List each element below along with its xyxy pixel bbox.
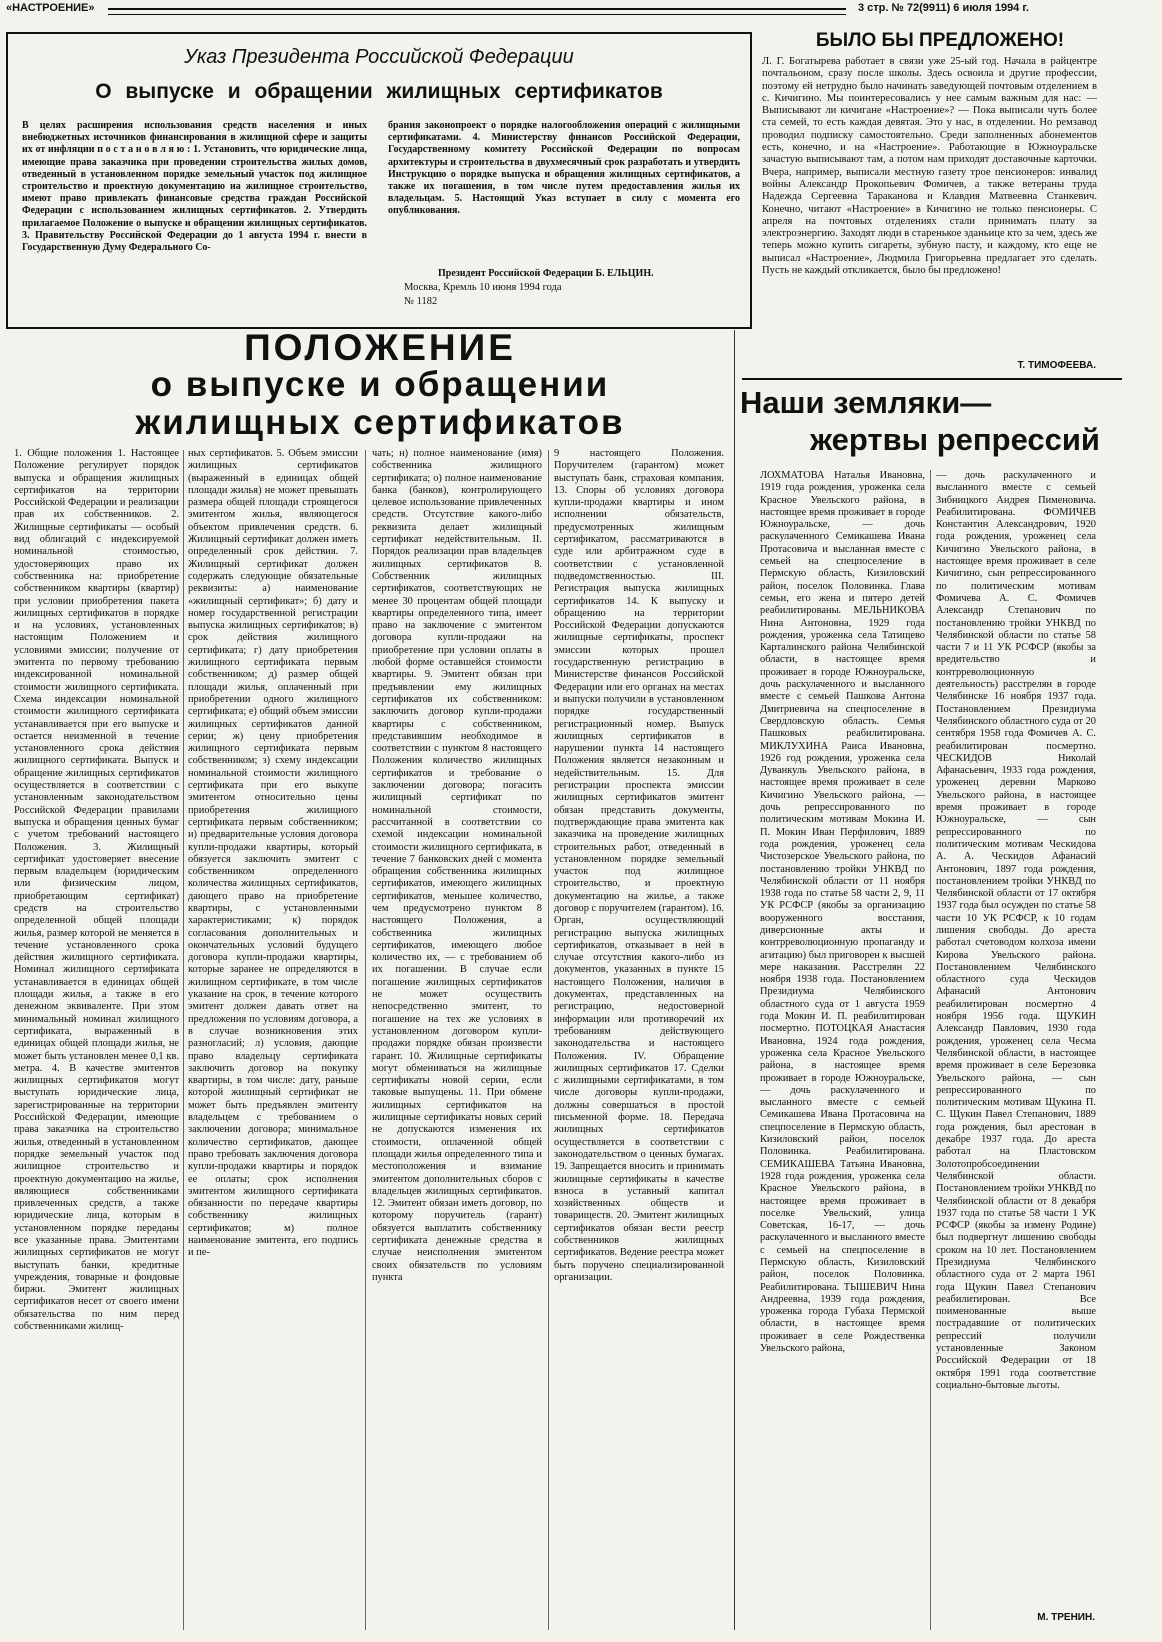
column-divider-4 [930, 470, 931, 1630]
decree-place-date: Москва, Кремль 10 июня 1994 года [404, 282, 562, 293]
section-divider-right [734, 330, 735, 1630]
decree-signature: Президент Российской Федерации Б. ЕЛЬЦИН. [438, 268, 654, 279]
decree-header: Указ Президента Российской Федерации [184, 46, 574, 68]
decree-title: О выпуске и обращении жилищных сертификатов [95, 80, 663, 103]
regulation-col-2: ных сертификатов. 5. Объем эмиссии жилищных сертификатов (выраженный в единицах общей площади жилья) не может превышать размера общей площади строящегося эмитентом жилья, являющегося объектом привлечения средств. 6. Жилищный сертификат должен иметь определенный срок действия. 7. Жилищный сертификат должен содержать следующие обязательные реквизиты: а) наименование «жилищный сертификат»; б) дату и номер государственной регистрации выпуска жилищных сертификатов; в) срок действия жилищного сертификата; г) дату приобретения жилищного сертификата первым собственником; д) размер общей площади жилья, оплаченный при приобретении одного жилищного сертификата; е) общий объем эмиссии жилищных сертификатов данной серии; ж) цену приобретения жилищного сертификата первым собственником; з) схему индексации номинальной стоимости жилищного сертификата при его выкупе эмитентом относительно цены приобретения жилищного сертификата первым собственником; и) предварительные условия договора купли-продажи квартиры, который обязуется заключить эмитент с собственником определенного количества жилищных сертификатов, дающего право на приобретение квартиры, с установленными характеристиками; к) порядок согласования дополнительных и окончательных условий будущего договора купли-продажи квартиры, которые заранее не определяются в жилищном сертификате, в том числе указание на срок, в течение которого эмитент должен давать ответ на предложения по условиям договора, а в случае возникновения этих разногласий; л) условия, дающие право владельцу сертификата заключить договор на покупку квартиры, в том числе: дату, раньше которой жилищный сертификат не может быть предъявлен эмитенту владельцем с требованием о заключении договора; минимальное количество сертификатов, дающее право требовать заключения договора купли-продажи квартиры и порядок ее оплаты; срок исполнения эмитентом жилищного сертификата обязанности по передаче квартиры собственнику жилищных сертификатов; м) полное наименование эмитента, его подпись и пе- [188, 448, 358, 1259]
paper-name: «НАСТРОЕНИЕ» [6, 2, 95, 14]
column-divider-2 [365, 450, 366, 1630]
column-divider-3 [548, 450, 549, 1630]
regulation-title-line2: о выпуске и обращении [150, 365, 610, 404]
repressions-title-line2: жертвы репрессий [810, 422, 1100, 457]
letter-rule [742, 378, 1122, 380]
letter-text: Л. Г. Богатырева работает в связи уже 25-ый год. Начала в райцентре почтальоном, сразу после школы. Здесь освоила и другие профессии, поэтому ей нетрудно было начинать заведующей почтовым отделением в с. Кичигино. Мы поинтересовались у нее самым важным для нас: — Выписывают ли кичигане «Настроение»? — Пока выписали чуть более ста семей, то есть каждая девятая. Это у нас, в отделении. Но ремзавод проводил подписку самостоятельно. Среди заполненных абонементов есть, конечно, и на «Настроение». Работающие в Южноуральске зачастую выписывают там, а потом нам приходят доставочные карточки. Вчера, например, выписали местную газету трое пенсионеров: инвалид войны Александр Прокопьевич Фомичев, а также ветераны труда Надежда Сергеевна Тараканова и Клавдия Матвеевна Станкевич. Конечно, читают «Настроение» в Кичигино не только пенсионеры. С апреля на почтовых отделениях стали принимать плату за электроэнергию. Заходят люди в старенькое зданьице кто за чем, здесь же теперь можно купить сигареты, зубную пасту, и каждому, кто еще не выписал «Настроение», Людмила Григорьевна предлагает это сделать. Пусть не каждый откликается, было бы предложено! [762, 56, 1097, 277]
decree-left-text: В целях расширения использования средств населения и иных внебюджетных источников финансирования в жилищной сфере и защиты их от инфляции п о с т а н о в л я ю : 1. Установить, что юридические лица, имеющие права заказчика при проведении строительства жилых домов, отведенный в установленном порядке земельный участок под жилищное строительство и проектную документацию на жилищное строительство, имеют право привлекать финансовые средства граждан Российской Федерации с использованием жилищных сертификатов. 2. Утвердить прилагаемое Положение о выпуске и обращении жилищных сертификатов. 3. Правительству Российской Федерации до 1 августа 1994 г. внести в Государственную Думу Федерального Со- [22, 120, 367, 254]
regulation-title-line1: ПОЛОЖЕНИЕ [244, 330, 516, 368]
regulation-title [30, 330, 730, 442]
repressions-title [740, 385, 1140, 463]
letter-author: Т. ТИМОФЕЕВА. [1017, 360, 1096, 371]
masthead-rule [108, 8, 846, 15]
decree-right-text: брания законопроект о порядке налогообложения операций с жилищными сертификатами. 4. Министерству финансов Российской Федерации, Государственному комитету Российской Федерации по вопросам архитектуры и строительства в двухмесячный срок разработать и утвердить Инструкцию о порядке выпуска и обращения жилищных сертификатов, а также их погашения, в том числе путем предоставления жилья их владельцам. 5. Настоящий Указ вступает в силу с момента его опубликования. [388, 120, 740, 217]
regulation-col-4: 9 настоящего Положения. Поручителем (гарантом) может выступать банк, страховая компания. 13. Споры об условиях договора купли-продажи квартиры и ином исполнении обязательств, предусмотренных жилищным сертификатом, рассматриваются в суде или арбитражном суде в соответствии с установленной подведомственностью. III. Регистрация выпуска жилищных сертификатов 14. К выпуску и обращению на территории Российской Федерации допускаются жилищные сертификаты, проспект эмиссии которых прошел государственную регистрацию в Министерстве финансов Российской Федерации или его органах на местах и выпуски получили в установленном порядке государственный регистрационный номер. Выпуск жилищных сертификатов в нарушении пункта 14 настоящего Положения является незаконным и недействительным. 15. Для регистрации проспекта эмиссии жилищных сертификатов эмитент обязан представить документы, подтверждающие права эмитента как заказчика на проведение жилищных строительных работ, отведенный в установленном порядке земельный участок под жилищное строительство, и проектную документацию на жилье, а также договор с поручителем (гарантом). 16. Орган, осуществляющий регистрацию выпуска жилищных сертификатов, отказывает в ней в случае отсутствия какого-либо из документов, указанных в пункте 15 настоящего Положения, наличия в документах, представленных на регистрацию, недостоверной информации или противоречий их требованиям действующего законодательства и настоящего Положения. IV. Обращение жилищных сертификатов 17. Сделки с жилищными сертификатами, в том числе договоры купли-продажи, должны совершаться в простой письменной форме. 18. Передача жилищных сертификатов осуществляется в соответствии с законодательством о ценных бумагах. 19. Запрещается вносить и принимать жилищные сертификаты в качестве взноса в уставный капитал хозяйственных обществ и товариществ. 20. Эмитент жилищных сертификатов обязан вести реестр собственников жилищных сертификатов. Ведение реестра может быть поручено специализированной организации. [554, 448, 724, 1283]
decree-number: № 1182 [404, 296, 438, 307]
regulation-col-1: 1. Общие положения 1. Настоящее Положение регулирует порядок выпуска и обращения жилищных сертификатов на территории Российской Федерации и реализации прав их собственников. 2. Жилищные сертификаты — особый вид облигаций с индексируемой номинальной стоимостью, удостоверяющих право их собственника на: приобретение собственником квартиры (квартир) при условии приобретения пакета жилищных сертификатов в порядке и на условиях, установленных настоящим Положением и условиями эмиссии; получение от эмитента по первому требованию индексированной номинальной стоимости жилищного сертификата. Схема индексации номинальной стоимости жилищного сертификата устанавливается при его выпуске и остается неизменной в течение установленного срока действия жилищного сертификата. Выпуск и обращение жилищных сертификатов осуществляется в соответствии с установленным законодательством Российской Федерации правилами выпуска и обращения ценных бумаг с учетом требований настоящего Положения. 3. Жилищный сертификат удостоверяет внесение первым владельцем (юридическим или физическим лицом, приобретающим сертификат) средств на строительство определенной общей площади жилья, размер которой не меняется в течение установленного срока действия жилищного сертификата. Номинал жилищного сертификата устанавливается в единицах общей площади жилья, а также в его денежном эквиваленте. При этом минимальный номинал жилищного сертификата, выраженный в единицах общей площади жилья, не может быть установлен менее 0,1 кв. метра. 4. В качестве эмитентов жилищных сертификатов могут выступать юридические лица, зарегистрированные на территории Российской Федерации, имеющие права заказчика на строительство жилья, отведенный в установленном порядке земельный участок под жилищное строительство и проектную документацию на жилье, являющиеся собственниками привлеченных средств, а также юридические лица, которым в установленном порядке переданы все указанные права. Эмитентами жилищных сертификатов не могут выступать банки, кредитные учреждения, товарные и фондовые биржи. Эмитент жилищных сертификатов несет от своего имени обязательства по ним перед собственниками жилищ- [14, 448, 179, 1333]
regulation-title-line3: жилищных сертификатов [135, 403, 625, 442]
letter-title: БЫЛО БЫ ПРЕДЛОЖЕНО! [815, 30, 1065, 51]
masthead [0, 0, 1162, 22]
regulation-col-3: чать; н) полное наименование (имя) собственника жилищного сертификата; о) полное наименование банка (банков), контролирующего целевое использование привлеченных средств. Отсутствие какого-либо реквизита делает жилищный сертификат недействительным. II. Порядок реализации прав владельцев жилищных сертификатов 8. Собственник жилищных сертификатов, соответствующих не менее 30 процентам общей площади квартиры определенного типа, имеет право на заключение с эмитентом договора купли-продажи на приобретение при условии оплаты в любой форме оставшейся стоимости квартиры. 9. Эмитент обязан при предъявлении ему жилищных сертификатов их собственником: заключить договор купли-продажи квартиры с собственником, представившим необходимое в соответствии с пунктом 8 настоящего Положения количество жилищных сертификатов и требование о заключении договора; погасить жилищный сертификат по номинальной стоимости, рассчитанной в соответствии со схемой индексации номинальной стоимости жилищного сертификата, в течение 7 банковских дней с момента обращения собственника жилищных сертификатов, имеющего жилищных сертификатов, меньшее количество, чем предусмотрено пунктом 8 настоящего Положения, а собственника жилищных сертификатов, имеющего любое количество их, — с требованием об их погашении. В случае если погашение жилищных сертификатов не может осуществить непосредственно эмитент, то погашение на тех же условиях в установленном договором купли-продажи порядке обязан произвести гарант. 10. Жилищные сертификаты могут обмениваться на жилищные сертификаты новой серии, если таковые выпущены. 11. При обмене жилищных сертификатов на жилищные сертификаты новых серий не допускаются изменения их стоимости, оплаченной общей площади жилья определенного типа и местоположения и взимание эмитентом дополнительных сборов с владельцев жилищных сертификатов. 12. Эмитент обязан иметь договор, по которому поручитель (гарант) обязуется выплатить собственнику сертификата денежные средства в случае неисполнения эмитентом своих обязательств по условиям пункта [372, 448, 542, 1283]
repressions-col-2: — дочь раскулаченного и высланного вместе с семьей Зибницкого Андрея Пименовича. Реабилитирована. ФОМИЧЕВ Константин Александрович, 1920 года рождения, уроженец села Кичигино Увельского района, в настоящее время проживает в селе Кичигино, сын репрессированного по политическим мотивам Фомичева А. С. Фомичев Александр Степанович по постановлению тройки УНКВД по Челябинской области по статье 58 части 7 и 11 УК РСФСР (якобы за вредительство и контрреволюционную деятельность) расстрелян в городе Челябинске 16 ноября 1937 года. Постановлением Президиума Челябинского областного суда от 20 сентября 1958 года Фомичев А. С. реабилитирован посмертно. ЧЕСКИДОВ Николай Афанасьевич, 1933 года рождения, уроженец деревни Марково Увельского района, в настоящее время проживает в городе Южноуральске, — сын репрессированного по политическим мотивам Ческидова А. А. Ческидов Афанасий Антонович, 1897 года рождения, постановлением тройки УНКВД по Челябинской области от 17 октября 1937 года был осужден по статье 58 части 10 УК РСФСР, к 10 годам лишения свободы. До ареста работал счетоводом колхоза имени Кирова Увельского района. Постановлением Челябинского областного суда Ческидов Афанасий Антонович реабилитирован посмертно 4 ноября 1956 года. ЩУКИН Александр Павлович, 1930 года рождения, уроженец села Чесма Челябинской области, в настоящее время проживает в селе Березовка Увельского района, — сын репрессированного по политическим мотивам Щукина П. С. Щукин Павел Степанович, 1889 года рождения, был арестован в декабре 1937 года. До ареста работал на Пластовском Золотопробсоединении Челябинской области. Постановлением тройки УНКВД по Челябинской области от 8 декабря 1937 года по статье 58 части 1 УК РСФСР (якобы за измену Родине) был подвергнут лишению свободы сроком на 10 лет. Постановлением Президиума Челябинского областного суда от 2 марта 1961 года Щукин Павел Степанович реабилитирован. Все поименованные выше пострадавшие от политических репрессий получили установленные Законом Российской Федерации от 18 октября 1991 года соответствие социально-бытовые льготы. [936, 470, 1096, 1391]
page-info: 3 стр. № 72(9911) 6 июля 1994 г. [858, 2, 1029, 14]
decree-box [6, 32, 752, 329]
column-divider-1 [183, 450, 184, 1630]
repressions-col-1: ЛОХМАТОВА Наталья Ивановна, 1919 года рождения, уроженка села Красное Увельского района, в настоящее время проживает в городе Южноуральске, — дочь раскулаченного Семикашева Ивана Протасовича и высланная вместе с семьей на спецпоселение в Пермскую область, Кизиловский район, поселок Половинка. Глава семьи, его жена и пятеро детей реабилитированы. МЕЛЬНИКОВА Нина Антоновна, 1929 года рождения, уроженка села Татищево Карталинского района Челябинской области, в настоящее время проживает в городе Южноуральске, дочь раскулаченного и высланного вместе с семьей Пашкова Антона Дмитриевича на спецпоселение в Свердловскую область. Семья Пашковых реабилитирована. МИКЛУХИНА Раиса Ивановна, 1926 год рождения, уроженка села Дуванкуль Увельского района, в настоящее время проживает в селе Кичигино Увельского района, — дочь репрессированного по политическим мотивам Мокина И. П. Мокин Иван Перфилович, 1889 года рождения, уроженец села Чистозерское Увельского района, по постановлению тройки УНКВД по Челябинской области от 11 ноября 1938 года по статье 58 части 2, 9, 11 УК РСФСР (якобы за организацию вооруженного восстания, диверсионные акты и контрреволюционную пропаганду и агитацию) был приговорен к высшей мере наказания. Расстрелян 22 ноября 1938 года. Постановлением Президиума Челябинского областного суда от 1 августа 1959 года Мокин И. П. реабилитирован посмертно. ПОТОЦКАЯ Анастасия Ивановна, 1924 года рождения, уроженка села Красное Увельского района, в настоящее время проживает в городе Южноуральске, — дочь раскулаченного и высланного вместе с семьей Семикашева Ивана Протасовича на спецпоселение в Пермскую область, Кизиловский район, поселок Половинка. Реабилитирована. СЕМИКАШЕВА Татьяна Ивановна, 1928 года рождения, уроженка села Красное Увельского района, в настоящее время проживает в поселке Увельский, улица Советская, 16-17, — дочь раскулаченного и высланного вместе с семьей на спецпоселение в Пермскую область, Кизиловский район, поселок Половинка. Реабилитирована. ТЫШЕВИЧ Нина Андреевна, 1939 года рождения, уроженка города Губаха Пермской области, в настоящее время проживает в селе Рождественка Увельского района, [760, 470, 925, 1355]
repressions-title-line1: Наши земляки— [740, 385, 992, 420]
repressions-author: М. ТРЕНИН. [1037, 1612, 1095, 1623]
